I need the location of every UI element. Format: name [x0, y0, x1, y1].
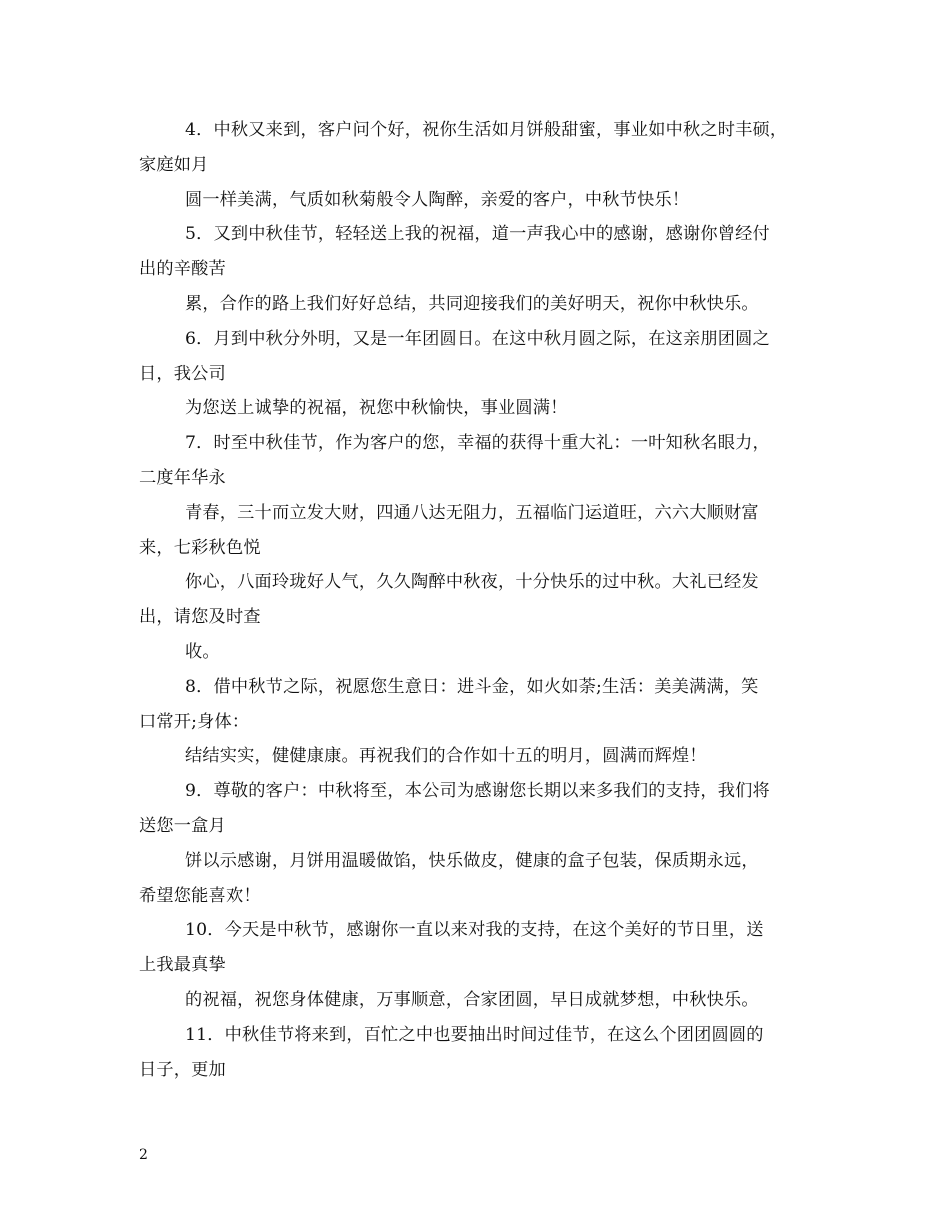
text-line: 5．又到中秋佳节，轻轻送上我的祝福，道一声我心中的感谢，感谢你曾经付 [185, 224, 770, 245]
text-line: 家庭如月 [139, 154, 209, 175]
text-line: 圆一样美满，气质如秋菊般令人陶醉，亲爱的客户，中秋节快乐！ [185, 189, 690, 210]
text-line: 口常开;身体： [139, 711, 250, 732]
text-line: 来，七彩秋色悦 [139, 537, 261, 558]
text-line: 9．尊敬的客户：中秋将至，本公司为感谢您长期以来多我们的支持，我们将 [185, 781, 770, 802]
text-line: 的祝福，祝您身体健康，万事顺意，合家团圆，早日成就梦想，中秋快乐。 [185, 989, 759, 1010]
text-line: 累，合作的路上我们好好总结，共同迎接我们的美好明天，祝你中秋快乐。 [185, 293, 759, 314]
text-line: 11．中秋佳节将来到，百忙之中也要抽出时间过佳节，在这么个团团圆圆的 [185, 1024, 764, 1045]
text-line: 二度年华永 [139, 467, 226, 488]
text-line: 7．时至中秋佳节，作为客户的您，幸福的获得十重大礼：一叶知秋名眼力， [185, 433, 770, 454]
text-line: 出的辛酸苦 [139, 259, 226, 280]
text-line: 上我最真挚 [139, 955, 226, 976]
text-line: 结结实实，健健康康。再祝我们的合作如十五的明月，圆满而辉煌！ [185, 746, 707, 767]
text-line: 青春，三十而立发大财，四通八达无阻力，五福临门运道旺，六六大顺财富 [185, 502, 759, 523]
text-line: 日，我公司 [139, 363, 226, 384]
document-body [139, 113, 839, 1087]
text-line: 饼以示感谢，月饼用温暖做馅，快乐做皮，健康的盒子包装，保质期永远， [185, 850, 759, 871]
text-line: 出，请您及时查 [139, 607, 261, 628]
text-line: 你心，八面玲珑好人气，久久陶醉中秋夜，十分快乐的过中秋。大礼已经发 [185, 572, 759, 593]
text-line: 10．今天是中秋节，感谢你一直以来对我的支持，在这个美好的节日里，送 [185, 920, 764, 941]
text-line: 日子，更加 [139, 1059, 226, 1080]
text-line: 收。 [185, 641, 220, 662]
page-number: 2 [139, 1147, 148, 1163]
text-line: 6．月到中秋分外明，又是一年团圆日。在这中秋月圆之际，在这亲朋团圆之 [185, 328, 770, 349]
text-line: 希望您能喜欢！ [139, 885, 261, 906]
text-line: 4．中秋又来到，客户问个好，祝你生活如月饼般甜蜜，事业如中秋之时丰硕， [185, 120, 788, 140]
text-line: 为您送上诚挚的祝福，祝您中秋愉快，事业圆满！ [185, 398, 568, 419]
text-line: 8．借中秋节之际，祝愿您生意日：进斗金，如火如荼;生活：美美满满，笑 [185, 676, 759, 697]
text-line: 送您一盒月 [139, 815, 226, 836]
